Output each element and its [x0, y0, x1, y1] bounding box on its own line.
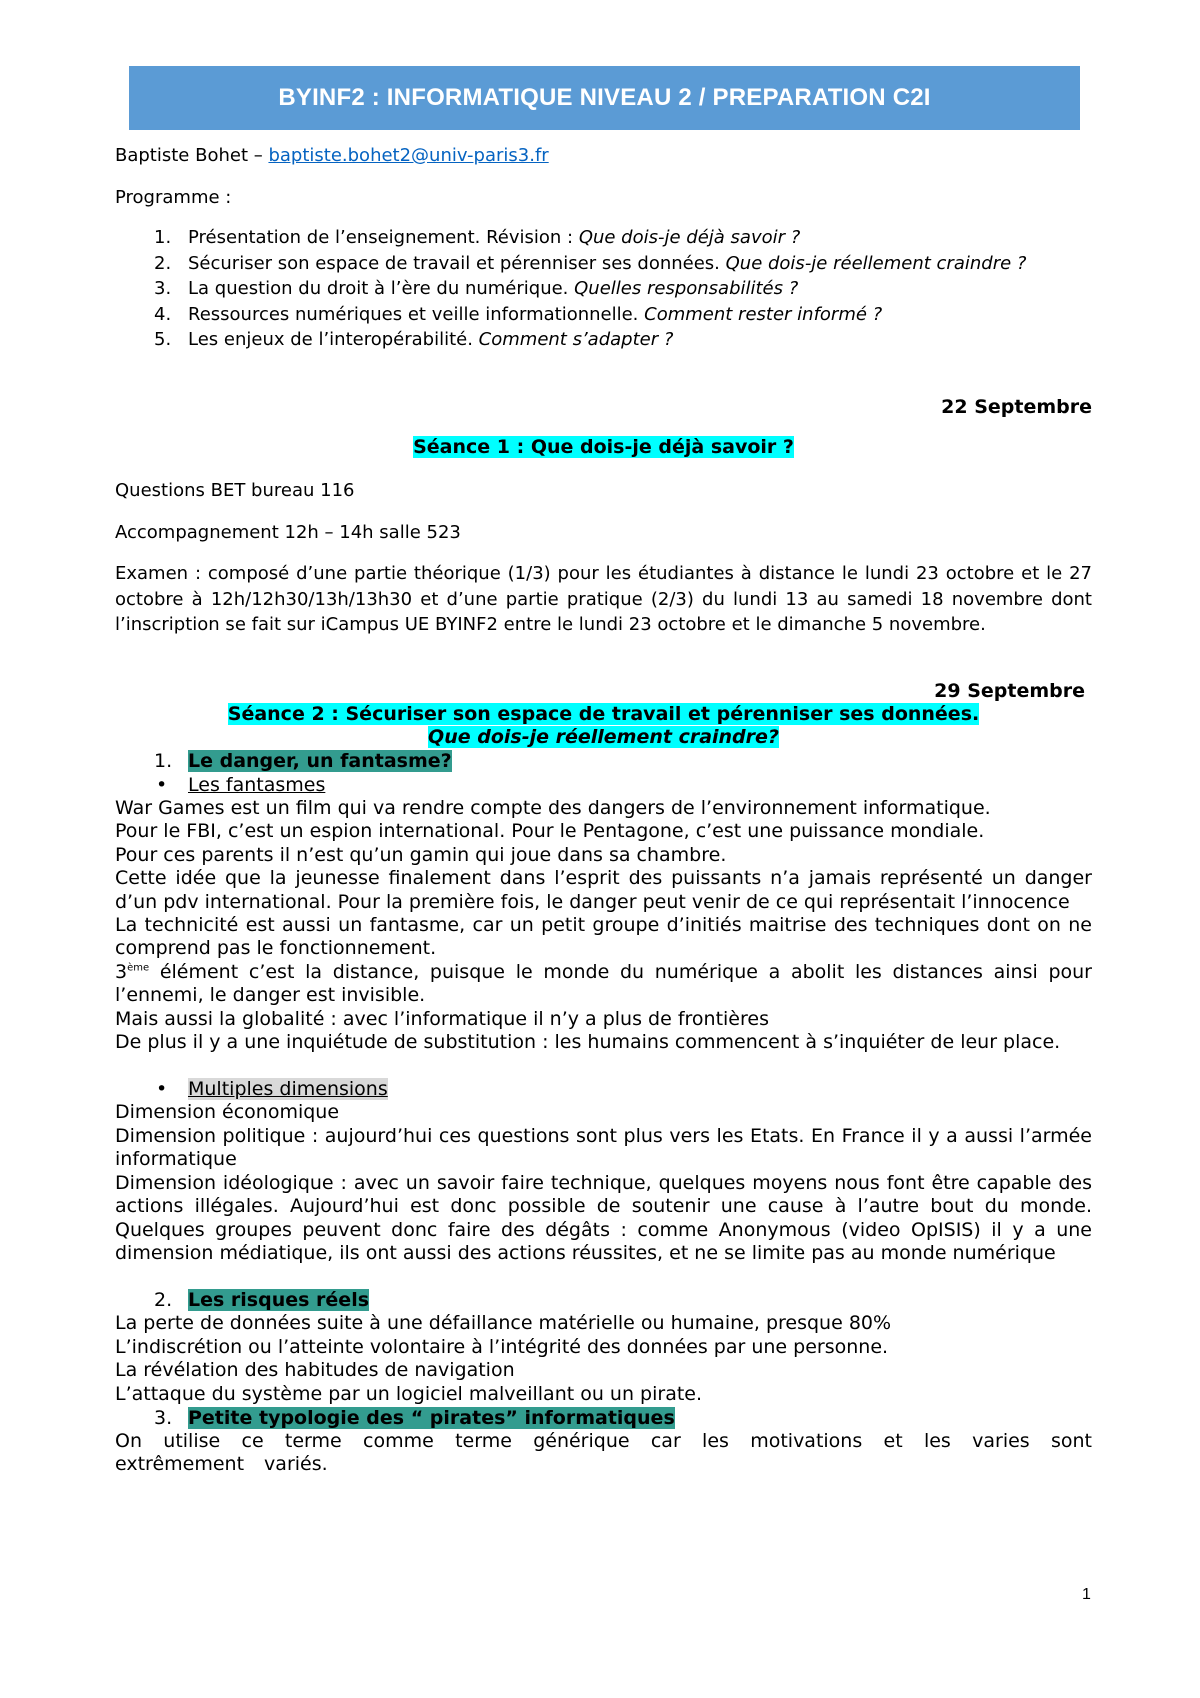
document-title: BYINF2 : INFORMATIQUE NIVEAU 2 / PREPARATION C2I	[278, 84, 931, 111]
paragraph: On utilise ce terme comme terme générique car les motivations et les varies sont extrêmement variés.	[115, 1429, 1092, 1476]
item-text: Les enjeux de l’interopérabilité.	[188, 329, 479, 350]
paragraph-line: War Games est un film qui va rendre compte des dangers de l’environnement informatique.	[115, 797, 991, 819]
dimensions-text	[115, 1101, 1092, 1265]
pirates-text	[115, 1430, 1092, 1477]
item-question: Que dois-je réellement craindre ?	[725, 252, 1027, 274]
session1-questions: Questions BET bureau 116	[115, 480, 355, 501]
part3-heading	[115, 1406, 1092, 1430]
programme-item	[115, 225, 1092, 251]
session2-body	[115, 749, 1092, 1477]
session2-title: Séance 2 : Sécuriser son espace de travail et pérenniser ses données.	[227, 703, 980, 725]
programme-item	[115, 327, 1092, 353]
item-text: Sécuriser son espace de travail et pérenniser ses données.	[188, 252, 726, 274]
part-number: 1.	[154, 750, 173, 772]
programme-item	[115, 276, 1092, 302]
author-line	[115, 143, 1092, 169]
ordinal-number: 3	[115, 960, 128, 983]
programme-heading: Programme :	[115, 187, 232, 208]
bullet-fantasmes	[115, 773, 1092, 797]
bullet-icon: •	[156, 774, 168, 796]
session1-title-block	[115, 435, 1092, 460]
page-number: 1	[1082, 1586, 1091, 1603]
risk-line: La perte de données suite à une défaillance matérielle ou humaine, presque 80%	[115, 1312, 892, 1335]
risk-line: L’attaque du système par un logiciel malveillant ou un pirate.	[115, 1382, 703, 1405]
ordinal-suffix: ème	[127, 962, 150, 974]
paragraph: Dimension idéologique : avec un savoir faire technique, quelques moyens nous font être capable des actions illégales. Aujourd’hui est donc possible de soutenir une cause à l’autre bout du monde. Quelques groupes peuvent donc faire des dégâts : comme Anonymous (video OpISIS) il y a une dimension médiatique, ils ont aussi des actions réussites, et ne se limite pas au monde numérique	[115, 1171, 1092, 1264]
part-number: 3.	[154, 1406, 173, 1429]
session1-date-block	[115, 395, 1092, 421]
session2-date-block	[115, 679, 1085, 703]
paragraph: Mais aussi la globalité : avec l’informatique il n’y a plus de frontières	[115, 1007, 769, 1030]
risques-list	[115, 1312, 1092, 1406]
item-text: Ressources numériques et veille informationnelle.	[188, 303, 645, 325]
item-number: 3.	[154, 278, 172, 299]
title-banner	[129, 66, 1080, 130]
paragraph: Cette idée que la jeunesse finalement dans l’esprit des puissants n’a jamais représenté un danger d’un pdv international. Pour la première fois, le danger peut venir de ce qui représentait l’innocence	[115, 867, 1092, 913]
item-question: Comment rester informé ?	[644, 303, 883, 325]
programme-item	[115, 302, 1092, 328]
paragraph: Dimension économique	[115, 1101, 340, 1124]
part2-heading	[115, 1288, 1092, 1312]
item-question: Comment s’adapter ?	[478, 329, 674, 350]
bullet-dimensions	[115, 1077, 1092, 1101]
session1-questions-block	[115, 478, 1092, 504]
author-name: Baptiste Bohet –	[115, 145, 269, 166]
paragraph-text: élément c’est la distance, puisque le monde du numérique a abolit les distances ainsi pour l’ennemi, le danger est invisible.	[115, 960, 1092, 1007]
programme-list	[115, 225, 1092, 353]
item-number: 1.	[154, 227, 172, 248]
session1-date: 22 Septembre	[941, 396, 1092, 418]
paragraph-line: Pour le FBI, c’est un espion international. Pour le Pentagone, c’est une puissance mondiale.	[115, 820, 985, 843]
session2-subtitle: Que dois-je réellement craindre?	[428, 726, 779, 748]
item-question: Quelles responsabilités ?	[574, 278, 799, 299]
bullet-title: Les fantasmes	[188, 774, 326, 796]
paragraph	[115, 961, 1092, 1008]
part1-heading	[115, 749, 1092, 773]
programme-item	[115, 251, 1092, 277]
item-number: 2.	[154, 252, 172, 274]
risk-line: L’indiscrétion ou l’atteinte volontaire à l’intégrité des données par une personne.	[115, 1335, 889, 1358]
programme-label	[115, 185, 1092, 211]
session2-title-block	[115, 703, 1092, 749]
part-number: 2.	[154, 1289, 173, 1312]
risk-line: La révélation des habitudes de navigation	[115, 1359, 515, 1382]
session1-accompagnement-block	[115, 520, 1092, 546]
session1-examen-block	[115, 561, 1092, 638]
session1-title: Séance 1 : Que dois-je déjà savoir ?	[413, 436, 794, 458]
bullet-icon: •	[156, 1078, 168, 1101]
fantasmes-text	[115, 797, 1092, 1054]
paragraph: De plus il y a une inquiétude de substitution : les humains commencent à s’inquiéter de leur place.	[115, 1031, 1061, 1054]
paragraph: La technicité est aussi un fantasme, car un petit groupe d’initiés maitrise des techniques dont on ne comprend pas le fonctionnement.	[115, 914, 1092, 960]
paragraph-line: Pour ces parents il n’est qu’un gamin qui joue dans sa chambre.	[115, 843, 727, 866]
paragraph: Dimension politique : aujourd’hui ces questions sont plus vers les Etats. En France il y a aussi l’armée informatique	[115, 1124, 1092, 1171]
session2-date: 29 Septembre	[934, 680, 1085, 702]
author-email-link[interactable]: baptiste.bohet2@univ-paris3.fr	[268, 145, 549, 166]
session1-examen: Examen : composé d’une partie théorique (1/3) pour les étudiantes à distance le lundi 23 octobre et le 27 octobre à 12h/12h30/13h/13h30 et d’une partie pratique (2/3) du lundi 13 au samedi 18 novembre dont l’inscription se fait sur iCampus UE BYINF2 entre le lundi 23 octobre et le dimanche 5 novembre.	[115, 563, 1092, 635]
item-number: 4.	[154, 303, 172, 325]
item-text: La question du droit à l’ère du numérique.	[188, 278, 575, 299]
item-number: 5.	[154, 329, 172, 350]
part3-title: Petite typologie des “ pirates” informatiques	[188, 1406, 675, 1429]
item-question: Que dois-je déjà savoir ?	[578, 227, 801, 248]
part1-title: Le danger, un fantasme?	[188, 750, 452, 772]
part2-title: Les risques réels	[188, 1289, 370, 1312]
bullet-title: Multiples dimensions	[188, 1078, 388, 1101]
item-text: Présentation de l’enseignement. Révision :	[188, 227, 579, 248]
session1-accompagnement: Accompagnement 12h – 14h salle 523	[115, 522, 461, 543]
